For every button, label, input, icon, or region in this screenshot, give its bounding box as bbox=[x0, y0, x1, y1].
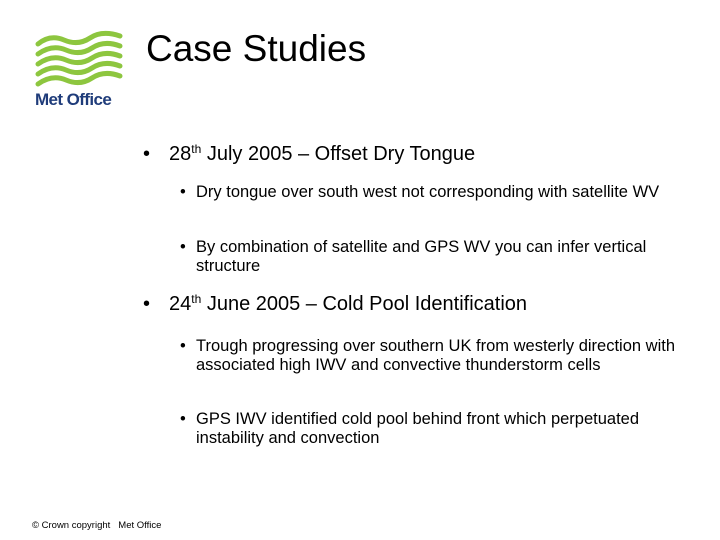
section-heading-text: July 2005 – Offset Dry Tongue bbox=[201, 143, 476, 165]
section-heading-suffix: th bbox=[191, 292, 202, 306]
sub-bullet: • bbox=[180, 410, 186, 428]
page-title: Case Studies bbox=[146, 28, 367, 69]
section-heading-1 bbox=[143, 142, 475, 166]
list-item bbox=[180, 410, 690, 448]
list-item-text: Dry tongue over south west not corresponding with satellite WV bbox=[196, 183, 660, 201]
bullet: • bbox=[143, 143, 151, 165]
list-item-text: GPS IWV identified cold pool behind front which perpetuated instability and convection bbox=[196, 410, 640, 447]
met-office-logo bbox=[30, 30, 130, 120]
footer-org: Met Office bbox=[118, 520, 162, 531]
list-item-text: By combination of satellite and GPS WV you can infer vertical structure bbox=[196, 238, 647, 275]
sub-bullet: • bbox=[180, 183, 186, 201]
logo-text: Met Office bbox=[35, 90, 112, 109]
section-heading-day: 24 bbox=[169, 293, 192, 315]
list-item bbox=[180, 238, 690, 276]
sub-bullet: • bbox=[180, 238, 186, 256]
sub-bullet: • bbox=[180, 337, 186, 355]
met-office-wave-logo-icon bbox=[30, 30, 130, 90]
bullet: • bbox=[143, 293, 151, 315]
section-heading-2 bbox=[143, 292, 527, 316]
footer-copyright: © Crown copyright bbox=[32, 520, 111, 531]
list-item bbox=[180, 183, 690, 202]
section-heading-day: 28 bbox=[169, 143, 192, 165]
list-item-text: Trough progressing over southern UK from westerly direction with associated high IWV and convective thunderstorm cells bbox=[196, 337, 676, 374]
list-item bbox=[180, 337, 690, 375]
section-heading-text: June 2005 – Cold Pool Identification bbox=[201, 293, 528, 315]
footer bbox=[32, 520, 161, 531]
section-heading-suffix: th bbox=[191, 142, 202, 156]
